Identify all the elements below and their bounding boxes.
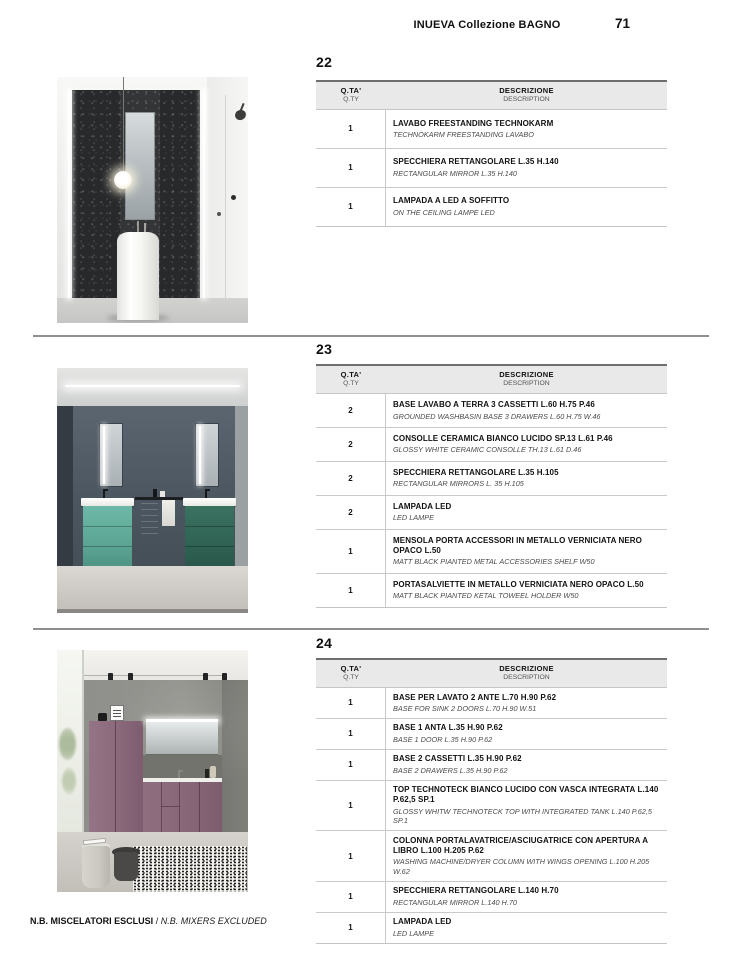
desc-header-it: DESCRIZIONE (499, 664, 554, 673)
description-italian: LAMPADA LED (393, 917, 452, 927)
table-row (316, 496, 667, 530)
table-row (316, 149, 667, 188)
product-photo-23 (57, 368, 248, 613)
table-header (316, 660, 667, 688)
quantity-cell: 1 (316, 750, 386, 780)
table-header (316, 366, 667, 394)
quantity-cell: 1 (316, 688, 386, 718)
qty-header-it: Q.TA' (340, 664, 362, 673)
qty-header-it: Q.TA' (340, 370, 362, 379)
pendant-cord (123, 77, 124, 173)
freestanding-washbasin (117, 232, 159, 320)
table-row (316, 394, 667, 428)
speckled-rug (133, 846, 247, 892)
quantity-cell: 1 (316, 882, 386, 912)
product-photo-24 (57, 650, 248, 892)
description-italian: TOP TECHNOTECK BIANCO LUCIDO CON VASCA INTEGRATA L.140 P.62,5 SP.1 (393, 785, 659, 805)
description-column-header (386, 82, 667, 109)
shelf-bottle (153, 489, 157, 497)
column-door-seam (115, 721, 116, 832)
description-english: LED LAMPE (393, 513, 434, 523)
description-cell (386, 496, 667, 529)
faucet-spout (103, 489, 108, 491)
description-english: ON THE CEILING LAMPE LED (393, 207, 495, 217)
led-pendant-lamp (114, 171, 132, 189)
gray-towel (141, 500, 158, 534)
rectangular-mirror (125, 112, 155, 220)
description-cell (386, 882, 667, 912)
ceramic-consolle-left (81, 498, 134, 506)
description-english: RECTANGULAR MIRROR L.35 H.140 (393, 168, 517, 178)
led-strip (68, 90, 70, 298)
photo-bottom-shadow (57, 609, 248, 613)
section-number-22: 22 (316, 54, 333, 70)
description-italian: CONSOLLE CERAMICA BIANCO LUCIDO SP.13 L.61 P.46 (393, 433, 613, 443)
counter-bottle (205, 769, 209, 778)
ceiling-led-strip (65, 385, 240, 387)
dark-stool (114, 852, 138, 881)
description-column-header (386, 660, 667, 687)
table-row (316, 831, 667, 881)
description-italian: BASE 1 ANTA L.35 H.90 P.62 (393, 723, 503, 733)
description-english: BASE 2 DRAWERS L.35 H.90 P.62 (393, 765, 508, 775)
description-cell (386, 188, 667, 226)
desc-header-en: DESCRIPTION (503, 674, 550, 681)
quantity-cell: 2 (316, 496, 386, 529)
page-number: 71 (615, 16, 631, 31)
picture-frame-art (113, 710, 121, 717)
faucet-spout (178, 770, 183, 772)
table-row (316, 188, 667, 226)
drawer-seam (185, 526, 234, 527)
drawer-seam (185, 546, 234, 547)
description-italian: SPECCHIERA RETTANGOLARE L.35 H.140 (393, 157, 559, 167)
quantity-cell: 1 (316, 831, 386, 880)
quantity-cell: 1 (316, 719, 386, 749)
quantity-cell: 2 (316, 428, 386, 461)
description-italian: PORTASALVIETTE IN METALLO VERNICIATA NERO OPACO L.50 (393, 579, 644, 589)
led-strip (203, 90, 205, 298)
section-number-24: 24 (316, 635, 333, 651)
drawer-seam (83, 546, 132, 547)
quantity-cell: 1 (316, 110, 386, 148)
description-cell (386, 149, 667, 187)
cabinet-door-seam (179, 782, 180, 832)
description-english: LED LAMPE (393, 928, 434, 938)
quantity-column-header (316, 660, 386, 687)
qty-header-en: Q.TY (343, 380, 359, 387)
description-english: TECHNOKARM FREESTANDING LAVABO (393, 130, 534, 139)
wall-fixture-dot (231, 195, 236, 200)
drawer-seam (83, 526, 132, 527)
table-row (316, 428, 667, 462)
desc-header-it: DESCRIZIONE (499, 86, 554, 95)
description-column-header (386, 366, 667, 393)
description-english: GLOSSY WHITW TECHNOTECK TOP WITH INTEGRATED TANK L.140 P.62,5 SP.1 (393, 806, 652, 826)
quantity-cell: 1 (316, 781, 386, 830)
description-italian: BASE PER LAVATO 2 ANTE L.70 H.90 P.62 (393, 692, 557, 702)
quantity-column-header (316, 82, 386, 109)
counter-vase (210, 766, 216, 778)
description-italian: COLONNA PORTALAVATRICE/ASCIUGATRICE CON APERTURA A LIBRO L.100 H.205 P.62 (393, 835, 648, 855)
wall-edge-line (225, 95, 226, 298)
table-row (316, 781, 667, 831)
faucet (144, 223, 146, 232)
mirror-led-strip (199, 426, 201, 484)
description-cell (386, 781, 667, 830)
description-english: RECTANGULAR MIRROR L.140 H.70 (393, 897, 517, 907)
description-english: BASE FOR SINK 2 DOORS L.70 H.90 W.51 (393, 704, 537, 713)
table-row (316, 719, 667, 750)
desc-header-it: DESCRIZIONE (499, 370, 554, 379)
product-table-22 (316, 80, 667, 227)
description-italian: SPECCHIERA RETTANGOLARE L.140 H.70 (393, 886, 559, 896)
window-foliage (59, 728, 76, 760)
rectangular-mirror (146, 722, 218, 755)
section-divider (33, 628, 709, 630)
description-italian: MENSOLA PORTA ACCESSORI IN METALLO VERNICIATA NERO OPACO L.50 (393, 535, 642, 555)
quantity-column-header (316, 366, 386, 393)
ceiling (57, 368, 248, 406)
description-cell (386, 574, 667, 607)
shelf-cup (160, 491, 165, 497)
quantity-cell: 1 (316, 913, 386, 943)
washbasin-base-left (83, 506, 132, 566)
footer-note (30, 916, 267, 926)
description-italian: BASE 2 CASSETTI L.35 H.90 P.62 (393, 754, 522, 764)
description-cell (386, 719, 667, 749)
description-english: MATT BLACK PIANTED METAL ACCESSORIES SHELF W50 (393, 557, 595, 567)
description-italian: SPECCHIERA RETTANGOLARE L.35 H.105 (393, 467, 559, 477)
description-cell (386, 462, 667, 495)
footer-note-separator: / (153, 916, 161, 926)
table-header (316, 82, 667, 110)
description-italian: LAVABO FREESTANDING TECHNOKARM (393, 118, 554, 128)
footer-note-italian: N.B. MISCELATORI ESCLUSI (30, 916, 154, 926)
window-foliage (62, 768, 76, 794)
table-body (316, 688, 667, 943)
base-cabinets (143, 782, 222, 832)
table-row (316, 913, 667, 943)
side-wall-left (57, 406, 73, 566)
description-english: GROUNDED WASHBASIN BASE 3 DRAWERS L.60 H.75 W.46 (393, 411, 601, 421)
description-cell (386, 831, 667, 880)
description-italian: LAMPADA LED (393, 501, 452, 511)
table-body (316, 394, 667, 607)
drawer-seam (161, 806, 179, 807)
table-row (316, 750, 667, 781)
cabinet-door-seam (199, 782, 200, 832)
table-row (316, 688, 667, 719)
light-stool (82, 846, 110, 888)
table-row (316, 882, 667, 913)
description-italian: LAMPADA A LED A SOFFITTO (393, 196, 510, 206)
desc-header-en: DESCRIPTION (503, 96, 550, 103)
table-row (316, 462, 667, 496)
quantity-cell: 1 (316, 574, 386, 607)
qty-header-it: Q.TA' (340, 86, 362, 95)
table-row (316, 530, 667, 574)
page-title: INUEVA Collezione BAGNO (413, 19, 561, 31)
desc-header-en: DESCRIPTION (503, 380, 550, 387)
qty-header-en: Q.TY (343, 96, 359, 103)
decor-teapot (98, 713, 107, 721)
quantity-cell: 1 (316, 530, 386, 573)
quantity-cell: 2 (316, 394, 386, 427)
description-english: WASHING MACHINE/DRYER COLUMN WITH WINGS OPENING L.100 H.205 W.62 (393, 857, 650, 876)
description-cell (386, 530, 667, 573)
quantity-cell: 2 (316, 462, 386, 495)
white-towel (162, 500, 175, 526)
description-italian: BASE LAVABO A TERRA 3 CASSETTI L.60 H.75 P.46 (393, 400, 595, 409)
wall-fixture-dot (217, 212, 221, 216)
wall-corner-shading (222, 680, 248, 832)
description-cell (386, 428, 667, 461)
description-english: GLOSSY WHITE CERAMIC CONSOLLE TH.13 L.61 D.46 (393, 445, 582, 455)
quantity-cell: 1 (316, 188, 386, 226)
section-number-23: 23 (316, 341, 333, 357)
description-cell (386, 110, 667, 148)
tall-storage-column (89, 721, 143, 832)
description-english: BASE 1 DOOR L.35 H.90 P.62 (393, 734, 493, 744)
side-wall-right (235, 406, 248, 566)
floor (57, 566, 248, 613)
quantity-cell: 1 (316, 149, 386, 187)
footer-note-english: N.B. MIXERS EXCLUDED (160, 916, 267, 926)
qty-header-en: Q.TY (343, 674, 359, 681)
product-table-24 (316, 658, 667, 944)
table-body (316, 110, 667, 226)
faucet-spout (205, 489, 210, 491)
table-row (316, 574, 667, 607)
description-cell (386, 750, 667, 780)
table-row (316, 110, 667, 149)
mirror-led-strip (103, 426, 105, 484)
description-english: RECTANGULAR MIRRORS L. 35 H.105 (393, 479, 524, 489)
description-cell (386, 913, 667, 943)
description-cell (386, 688, 667, 718)
section-divider (33, 335, 709, 337)
ceramic-consolle-right (183, 498, 236, 506)
cabinet-door-seam (161, 782, 162, 832)
product-photo-22 (57, 77, 248, 323)
description-english: MATT BLACK PIANTED KETAL TOWEEL HOLDER W50 (393, 591, 579, 601)
faucet (137, 221, 139, 232)
product-table-23 (316, 364, 667, 608)
description-cell (386, 394, 667, 427)
washbasin-base-right (185, 506, 234, 566)
